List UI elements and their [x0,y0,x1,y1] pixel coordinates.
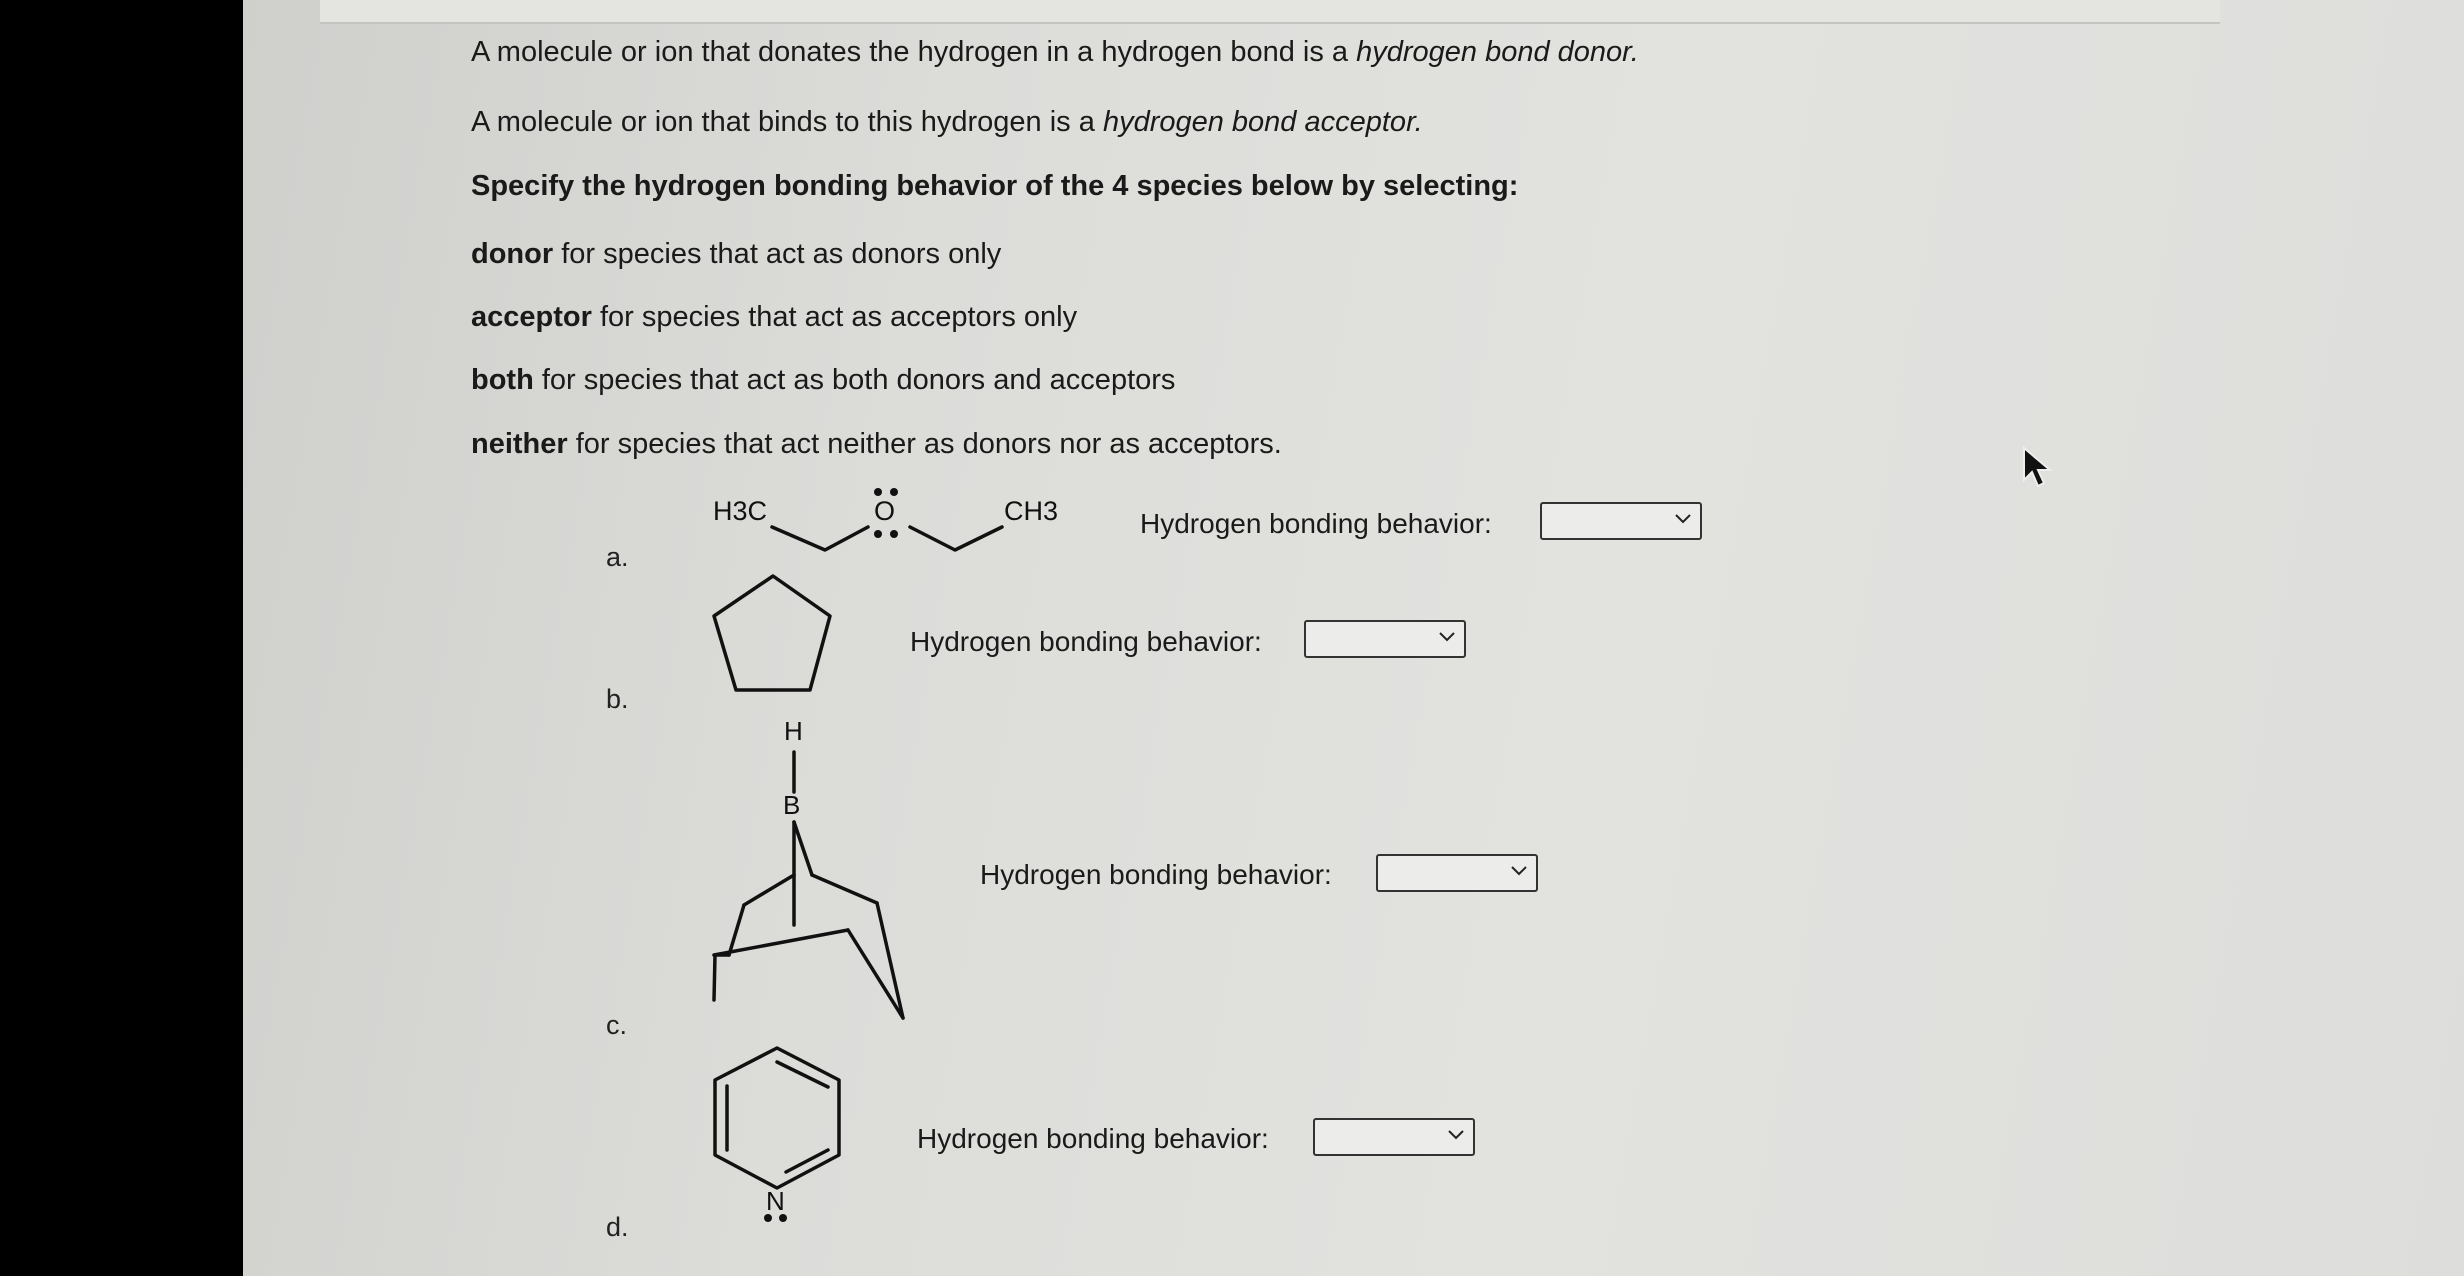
species-b-prompt: Hydrogen bonding behavior: [910,626,1262,657]
chevron-down-icon [1672,508,1694,530]
species-a-dropdown[interactable] [1540,502,1702,540]
species-a-atom-ch3-right: CH3 [1004,496,1059,526]
species-d-dropdown[interactable] [1313,1118,1475,1156]
chevron-down-icon [1445,1124,1467,1146]
option-acceptor: acceptor for species that act as acceptors only [471,301,1078,333]
species-b-ring [714,576,830,690]
species-a-prompt: Hydrogen bonding behavior: [1140,508,1492,539]
chevron-down-icon [1508,860,1530,882]
species-c-atom-hydrogen: H [784,716,803,746]
intro-line-1: A molecule or ion that donates the hydrogen in a hydrogen bond is a hydrogen bond donor. [471,36,1639,68]
species-a-atom-oxygen: O [874,496,896,526]
species-c-dropdown[interactable] [1376,854,1538,892]
species-c-atom-boron: B [783,790,801,820]
species-c-prompt: Hydrogen bonding behavior: [980,859,1332,890]
chevron-down-icon [1436,626,1458,648]
species-a-bonds [772,527,868,550]
species-d-prompt: Hydrogen bonding behavior: [917,1123,1269,1154]
species-a-atom-ch3-left: H3C [713,496,768,526]
instruction-line: Specify the hydrogen bonding behavior of the 4 species below by selecting: [471,170,1519,202]
species-b-label: b. [606,684,629,714]
option-donor: donor for species that act as donors only [471,238,1002,270]
option-both: both for species that act as both donors and acceptors [471,364,1176,396]
mouse-pointer-icon [2022,446,2058,490]
species-d-label: d. [606,1212,629,1242]
species-d-ring [715,1048,839,1188]
species-a-bonds-right [910,527,1002,550]
species-c-skeleton [714,822,903,1018]
species-b-dropdown[interactable] [1304,620,1466,658]
species-a-label: a. [606,542,629,572]
intro-line-2: A molecule or ion that binds to this hydrogen is a hydrogen bond acceptor. [471,106,1423,138]
option-neither: neither for species that act neither as donors nor as acceptors. [471,428,1282,460]
lone-pair-dots [764,488,898,1222]
species-c-label: c. [606,1010,628,1040]
species-d-atom-nitrogen: N [766,1186,785,1216]
